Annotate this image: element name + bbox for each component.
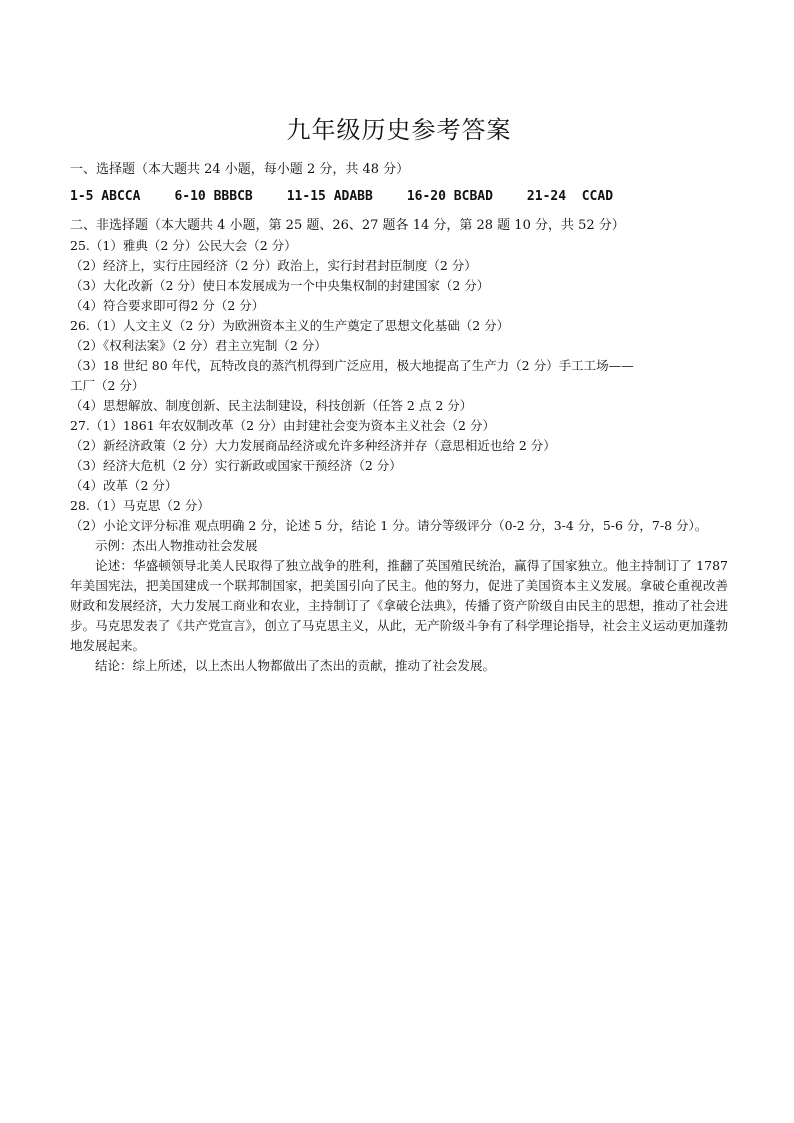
- answer-group: 1-5 ABCCA: [70, 189, 141, 204]
- section-1-heading: 一、选择题（本大题共 24 小题，每小题 2 分，共 48 分）: [70, 162, 410, 177]
- choice-answers: [70, 186, 728, 208]
- answer-line: （3）经济大危机（2 分）实行新政或国家干预经济（2 分）: [70, 458, 402, 473]
- answer-group: 11-15 ADABB: [286, 189, 373, 204]
- answer-line: 28.（1）马克思（2 分）: [70, 498, 210, 513]
- answer-sheet: [70, 112, 728, 676]
- answer-group: 21-24 CCAD: [526, 189, 614, 204]
- essay-example-title: 示例：杰出人物推动社会发展: [95, 538, 258, 553]
- answer-line: （3）大化改新（2 分）使日本发展成为一个中央集权制的封建国家（2 分）: [70, 278, 490, 293]
- answer-line: （2）经济上，实行庄园经济（2 分）政治上，实行封君封臣制度（2 分）: [70, 258, 477, 273]
- answer-line: 25.（1）雅典（2 分）公民大会（2 分）: [70, 238, 297, 253]
- essay-conclusion: 结论：综上所述，以上杰出人物都做出了杰出的贡献，推动了社会发展。: [95, 658, 496, 673]
- answer-line: （4）改革（2 分）: [70, 478, 178, 493]
- section-2-heading: 二、非选择题（本大题共 4 小题，第 25 题、26、27 题各 14 分，第 28 题 10 分，共 52 分）: [70, 218, 625, 233]
- answer-line: 27.（1）1861 年农奴制改革（2 分）由封建社会变为资本主义社会（2 分）: [70, 418, 495, 433]
- answer-group: 6-10 BBBCB: [174, 189, 253, 204]
- answer-line: （4）思想解放、制度创新、民主法制建设，科技创新（任答 2 点 2 分）: [70, 398, 473, 413]
- answer-line: （2）《权利法案》（2 分）君主立宪制（2 分）: [70, 338, 327, 353]
- page-title: 九年级历史参考答案: [286, 116, 512, 144]
- answer-line: 工厂（2 分）: [70, 378, 145, 393]
- essay-argument: 论述：华盛顿领导北美人民取得了独立战争的胜利，推翻了英国殖民统治，赢得了国家独立。他主持制订了 1787 年美国宪法，把美国建成一个联邦制国家，把美国引向了民主。他的努力，促进了美国资本主义发展。拿破仑重视改善财政和发展经济，大力发展工商业和农业，主持制订了《拿破仑法典》，传播了资产阶级自由民主的思想，推动了社会进步。马克思发表了《共产党宣言》，创立了马克思主义，从此，无产阶级斗争有了科学理论指导，社会主义运动更加蓬勃地发展起来。: [70, 558, 728, 653]
- answer-line: （2）新经济政策（2 分）大力发展商品经济或允许多种经济并存（意思相近也给 2 分）: [70, 438, 556, 453]
- essay-scoring-criteria: （2）小论文评分标准 观点明确 2 分，论述 5 分，结论 1 分。请分等级评分（0-2 分，3-4 分，5-6 分，7-8 分）。: [70, 518, 708, 533]
- answer-group: 16-20 BCBAD: [406, 189, 493, 204]
- answer-line: 26.（1）人文主义（2 分）为欧洲资本主义的生产奠定了思想文化基础（2 分）: [70, 318, 510, 333]
- answer-line: （4）符合要求即可得2 分（2 分）: [70, 298, 265, 313]
- answer-line: （3）18 世纪 80 年代，瓦特改良的蒸汽机得到广泛应用，极大地提高了生产力（2 分）手工工场——: [70, 358, 634, 373]
